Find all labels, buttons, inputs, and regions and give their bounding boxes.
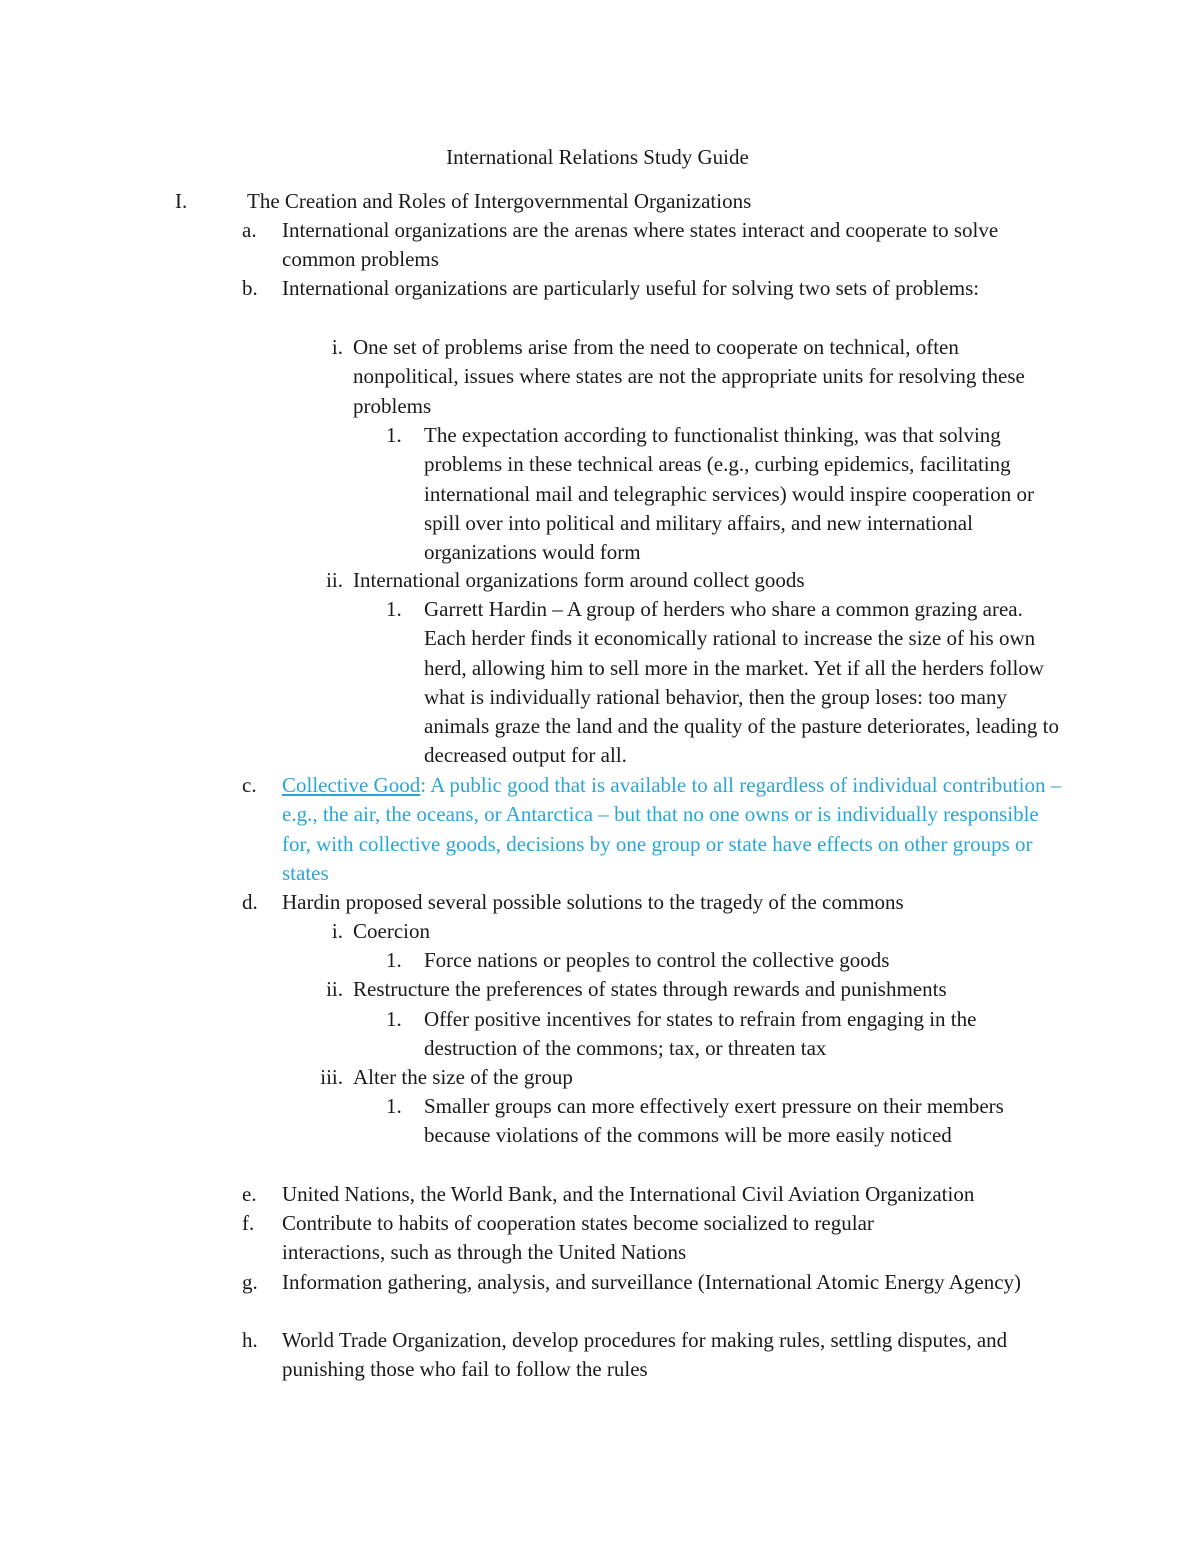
list-item-d (242, 888, 1062, 917)
list-item-text: Hardin proposed several possible solutions to the tragedy of the commons (282, 890, 904, 914)
list-marker: I. (175, 189, 188, 213)
list-marker: ii. (326, 568, 343, 592)
list-marker: a. (242, 218, 257, 242)
document-title: International Relations Study Guide (446, 145, 749, 169)
list-marker: g. (242, 1270, 258, 1294)
list-item-text: International organizations are particularly useful for solving two sets of problems: (282, 276, 980, 300)
list-item-c (242, 771, 1062, 888)
list-item-b-ii (326, 566, 1063, 595)
list-item-g (242, 1268, 1062, 1297)
list-item-h (242, 1326, 1062, 1385)
list-marker: f. (242, 1211, 255, 1235)
list-marker: 1. (386, 948, 402, 972)
list-item-b (242, 274, 1062, 303)
collective-good-definition: : A public good that is available to all regardless of individual contribution – e.g., the air, the oceans, or Antarctica – but that no one owns or is individually responsible for, with collective goods, decisions by one group or state have effects on other groups or states (282, 773, 1062, 885)
list-marker: d. (242, 890, 258, 914)
list-marker: h. (242, 1328, 258, 1352)
list-item-a (242, 216, 1062, 275)
list-item-text: Contribute to habits of cooperation states become socialized to regular interactions, such as through the United Nations (282, 1211, 874, 1265)
list-item-text: Alter the size of the group (353, 1065, 573, 1089)
list-item-text: Coercion (353, 919, 430, 943)
list-marker: e. (242, 1182, 257, 1206)
list-item-text: Garrett Hardin – A group of herders who share a common grazing area. Each herder finds it economically rational to increase the size of his own herd, allowing him to sell more in the market. Yet if all the herders follow what is individually rational behavior, then the group loses: too many animals graze the land and the quality of the pasture deteriorates, leading to decreased output for all. (424, 597, 1060, 768)
list-item-e (242, 1180, 1062, 1209)
list-item-text: International organizations are the arenas where states interact and cooperate to solve common problems (282, 218, 999, 272)
list-item-text: United Nations, the World Bank, and the International Civil Aviation Organization (282, 1182, 975, 1206)
list-item-text: One set of problems arise from the need to cooperate on technical, often nonpolitical, issues where states are not the appropriate units for resolving these problems (353, 335, 1025, 418)
list-marker: 1. (386, 1007, 402, 1031)
list-item-text: Force nations or peoples to control the collective goods (424, 948, 890, 972)
list-marker: ii. (326, 977, 343, 1001)
list-item-d-iii-1 (386, 1092, 1064, 1151)
list-marker: iii. (320, 1065, 343, 1089)
list-item-text: International organizations form around collect goods (353, 568, 805, 592)
list-item-d-ii-1 (386, 1005, 1064, 1064)
list-marker: i. (331, 919, 343, 943)
list-item-d-ii (326, 975, 1063, 1004)
list-marker: i. (331, 335, 343, 359)
list-item-text: Information gathering, analysis, and surveillance (International Atomic Energy Agency) (282, 1270, 1022, 1294)
list-marker: c. (242, 773, 257, 797)
list-item-d-iii (320, 1063, 1063, 1092)
list-item-d-i (331, 917, 1063, 946)
list-item-b-i (331, 333, 1053, 421)
list-item-text: The expectation according to functionalist thinking, was that solving problems in these technical areas (e.g., curbing epidemics, facilitating international mail and telegraphic services) would inspire cooperation or spill over into political and military affairs, and new international organizations would form (424, 423, 1034, 565)
section-heading (175, 187, 1055, 216)
list-item-d-i-1 (386, 946, 1064, 975)
collective-good-link[interactable]: Collective Good (282, 773, 421, 797)
list-item-text: Restructure the preferences of states through rewards and punishments (353, 977, 947, 1001)
list-marker: 1. (386, 1094, 402, 1118)
list-item-text: World Trade Organization, develop procedures for making rules, settling disputes, and punishing those who fail to follow the rules (282, 1328, 1008, 1382)
list-item-text: Offer positive incentives for states to refrain from engaging in the destruction of the commons; tax, or threaten tax (424, 1007, 977, 1061)
list-item-b-ii-1 (386, 595, 1064, 771)
list-item-text: Smaller groups can more effectively exert pressure on their members because violations of the commons will be more easily noticed (424, 1094, 1004, 1148)
list-marker: 1. (386, 423, 402, 447)
section-heading-text: The Creation and Roles of Intergovernmental Organizations (247, 189, 752, 213)
list-item-b-i-1 (386, 421, 1064, 567)
list-marker: b. (242, 276, 258, 300)
list-item-f (242, 1209, 982, 1268)
list-marker: 1. (386, 597, 402, 621)
